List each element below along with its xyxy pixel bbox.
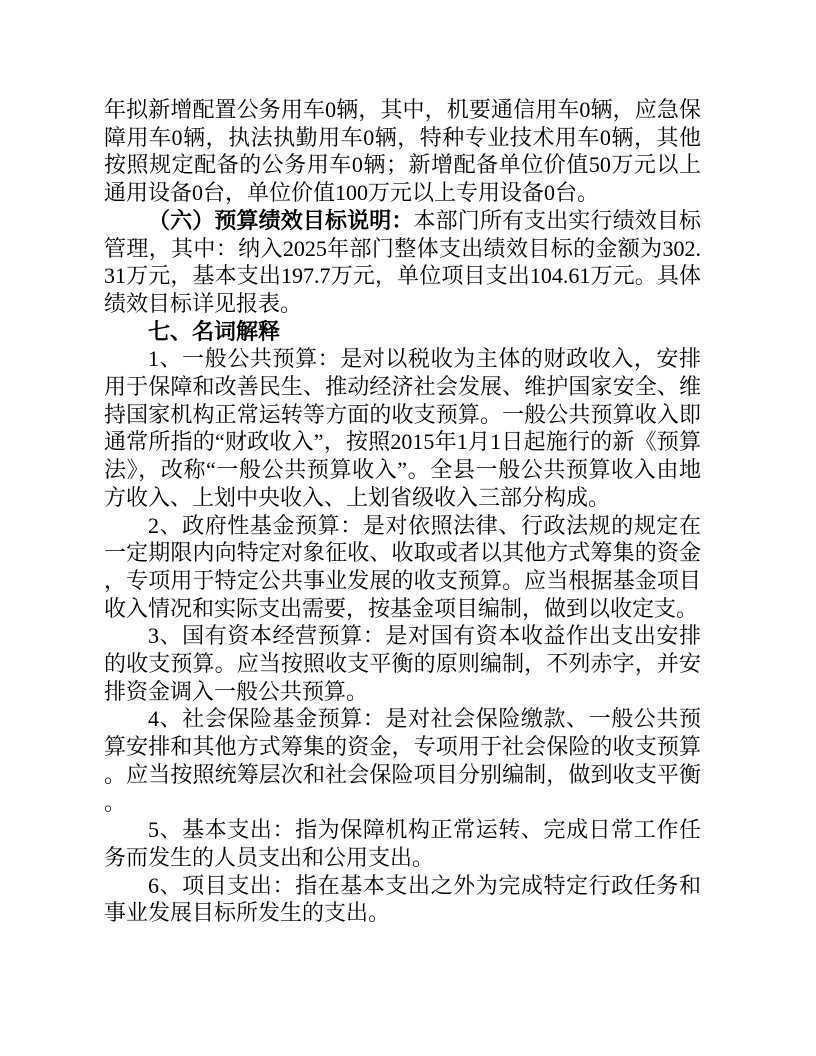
paragraph-text: 5、基本支出：指为保障机构正常运转、完成日常工作任务而发生的人员支出和公用支出。 — [104, 817, 701, 870]
paragraph-text: 年拟新增配置公务用车0辆，其中，机要通信用车0辆，应急保障用车0辆，执法执勤用车0辆，特种专业技术用车0辆，其他按照规定配备的公务用车0辆；新增配备单位价值50万元以上通用设备0台，单位价值100万元以上专用设备0台。 — [104, 97, 701, 206]
glossary-item-1-general-public-budget — [104, 345, 701, 511]
paragraph-text: 本部门所有支出实行绩效目标管理，其中：纳入2025年部门整体支出绩效目标的金额为302.31万元，基本支出197.7万元，单位项目支出104.61万元。具体绩效目标详见报表。 — [104, 207, 701, 316]
paragraph-new-vehicles-equipment — [104, 96, 701, 207]
glossary-item-4-social-insurance-budget — [104, 705, 701, 816]
paragraph-text: 3、国有资本经营预算：是对国有资本收益作出支出安排的收支预算。应当按照收支平衡的原则编制，不列赤字，并安排资金调入一般公共预算。 — [104, 623, 701, 704]
section-7-heading: 七、名词解释 — [148, 318, 281, 344]
paragraph-text: 6、项目支出：指在基本支出之外为完成特定行政任务和事业发展目标所发生的支出。 — [104, 872, 701, 926]
heading-section-7-glossary — [104, 318, 701, 346]
glossary-item-2-government-fund-budget — [104, 512, 701, 623]
paragraph-text: 1、一般公共预算：是对以税收为主体的财政收入，安排用于保障和改善民生、推动经济社会发展、维护国家安全、维持国家机构正常运转等方面的收支预算。一般公共预算收入即通常所指的“财政收入”，按照2015年1月1日起施行的新《预算法》，改称“一般公共预算收入”。全县一般公共预算收入由地方收入、上划中央收入、上划省级收入三部分构成。 — [104, 346, 702, 510]
paragraph-text: 4、社会保险基金预算：是对社会保险缴款、一般公共预算安排和其他方式筹集的资金，专项用于社会保险的收支预算。应当按照统筹层次和社会保险项目分别编制，做到收支平衡。 — [104, 706, 701, 815]
glossary-item-3-state-capital-budget — [104, 622, 701, 705]
paragraph-budget-performance-targets — [104, 207, 701, 318]
document-content — [104, 96, 701, 927]
glossary-item-6-project-expenditure — [104, 872, 701, 927]
section-6-heading: （六）预算绩效目标说明： — [148, 207, 414, 233]
paragraph-text: 2、政府性基金预算：是对依照法律、行政法规的规定在一定期限内向特定对象征收、收取或者以其他方式筹集的资金，专项用于特定公共事业发展的收支预算。应当根据基金项目收入情况和实际支出需要，按基金项目编制，做到以收定支。 — [104, 512, 701, 621]
glossary-item-5-basic-expenditure — [104, 816, 701, 871]
